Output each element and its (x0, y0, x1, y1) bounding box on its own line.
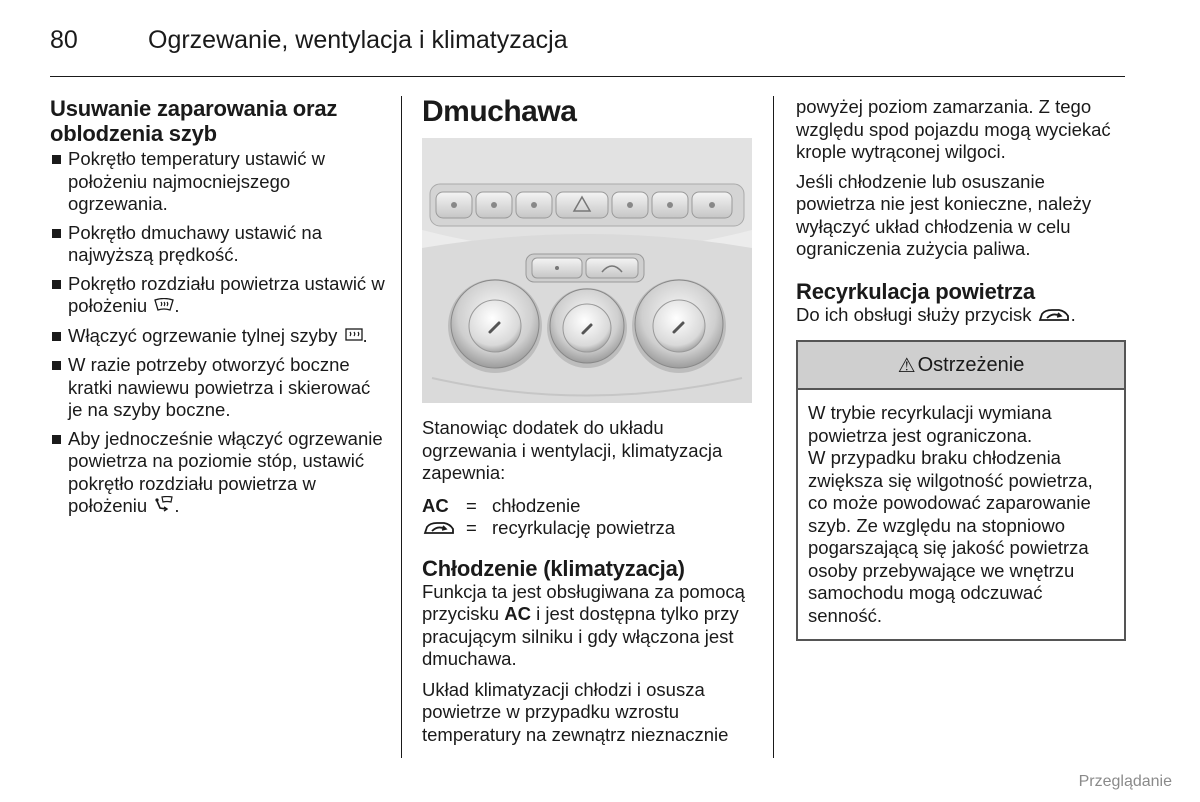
page-number: 80 (50, 26, 78, 54)
ac-paragraph: Układ klimatyzacji chłodzi i osusza powietrze w przypadku wzrostu temperatury na zewnątrz nieznacznie (422, 678, 729, 745)
column-left (50, 96, 385, 525)
column-middle (422, 96, 756, 746)
windscreen-footwell-icon (154, 496, 174, 519)
subsection-heading: Chłodzenie (klimatyzacja) (422, 555, 685, 581)
climate-panel-illustration (422, 138, 752, 403)
list-item: Aby jednocześnie włączyć ogrzewanie powietrza na poziomie stóp, ustawić pokrętło rozdziału powietrza w położeniu . (50, 428, 385, 519)
rear-window-heating-icon (345, 326, 363, 349)
cooling-off-paragraph: Jeśli chłodzenie lub osuszanie powietrza nie jest konieczne, należy wyłączyć układ chłodzenia w celu ograniczenia zużycia paliwa. (796, 170, 1092, 259)
column-right (796, 96, 1126, 641)
definition-row: = recyrkulację powietrza (422, 517, 756, 540)
chapter-title: Ogrzewanie, wentylacja i klimatyzacja (148, 26, 568, 54)
footer-label: Przeglądanie (1078, 773, 1172, 790)
list-item: Pokrętło temperatury ustawić w położeniu najmocniejszego ogrzewania. (50, 148, 385, 216)
warning-body: W trybie recyrkulacji wymiana powietrza jest ograniczona. W przypadku braku chłodzenia zwiększa się wilgotność powietrza, co może powodować zaparowanie szyb. Ze względu na stopniowo pogarszającą się jakość powietrza osoby przebywające we wnętrzu samochodu mogą odczuwać senność. (808, 402, 1093, 626)
windscreen-defrost-icon (154, 296, 174, 319)
recirculation-icon (422, 520, 456, 536)
section-title: Dmuchawa (422, 95, 577, 128)
list-item: Pokrętło dmuchawy ustawić na najwyższą prędkość. (50, 222, 385, 267)
column-divider (401, 96, 402, 758)
recirculation-icon (1037, 307, 1071, 323)
warning-box (796, 340, 1126, 641)
intro-paragraph: Stanowiąc dodatek do układu ogrzewania i wentylacji, klimatyzacja zapewnia: (422, 417, 723, 483)
climate-control-panel-image (422, 138, 752, 403)
recirculation-paragraph: Do ich obsługi służy przycisk . (796, 303, 1076, 325)
page-header (50, 24, 1125, 77)
warning-triangle-icon: ⚠ (897, 353, 916, 377)
cooling-paragraph: Funkcja ta jest obsługiwana za pomocą przycisku AC i jest dostępna tylko przy pracującym silniku i gdy włączona jest dmuchawa. (422, 580, 745, 669)
warning-header: ⚠ Ostrzeżenie (798, 342, 1124, 390)
definition-list (422, 495, 756, 540)
list-item: W razie potrzeby otworzyć boczne kratki nawiewu powietrza i skierować je na szyby boczne. (50, 354, 385, 422)
subsection-heading: Recyrkulacja powietrza (796, 278, 1035, 304)
instruction-list (50, 148, 385, 519)
definition-row: AC = chłodzenie (422, 494, 581, 516)
list-item: Pokrętło rozdziału powietrza ustawić w położeniu . (50, 273, 385, 319)
column-divider (773, 96, 774, 758)
continued-paragraph: powyżej poziom zamarzania. Z tego względu spod pojazdu mogą wyciekać krople wytrąconej wilgoci. (796, 96, 1111, 162)
section-heading: Usuwanie zaparowania oraz oblodzenia szyb (50, 96, 338, 146)
list-item: Włączyć ogrzewanie tylnej szyby . (50, 325, 385, 349)
